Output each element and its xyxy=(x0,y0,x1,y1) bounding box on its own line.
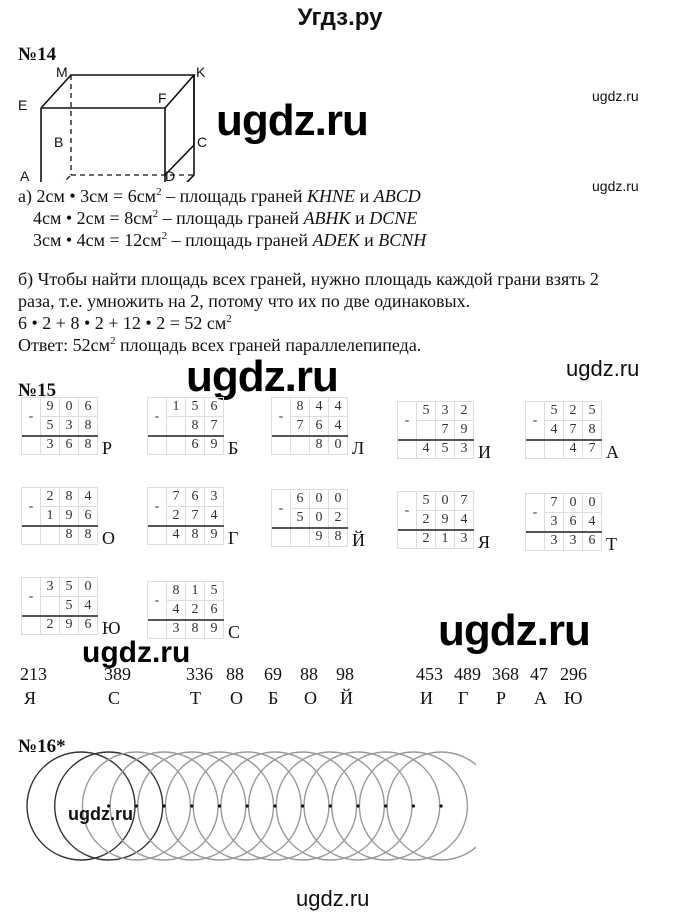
answer-letter: Р xyxy=(102,438,113,458)
empty-cell xyxy=(21,435,41,455)
minuend-digit: 5 xyxy=(416,401,436,421)
minuend-digit: 5 xyxy=(59,577,79,597)
answer-letter: Г xyxy=(458,688,469,708)
difference-digit: 3 xyxy=(563,531,583,551)
difference-digit: 9 xyxy=(59,615,79,635)
difference-digit: 9 xyxy=(204,435,224,455)
subtrahend-digit: 3 xyxy=(59,416,79,436)
underline xyxy=(22,615,98,617)
subtrahend-digit: 6 xyxy=(204,600,224,620)
subtraction-problem xyxy=(272,490,365,550)
answer-letter: Й xyxy=(352,530,365,550)
answer-letter: С xyxy=(108,688,121,708)
subtrahend-digit: 0 xyxy=(309,508,329,528)
task14-title: №14 xyxy=(18,44,57,65)
underline xyxy=(148,435,224,437)
answer-letter: О xyxy=(102,528,115,548)
difference-digit: 8 xyxy=(78,435,98,455)
minuend-digit: 0 xyxy=(582,493,602,513)
answer-letter: Л xyxy=(352,438,365,458)
answer-letter: Ю xyxy=(102,618,121,638)
subtraction-problem xyxy=(526,402,619,462)
answer-letter: И xyxy=(478,442,491,462)
answer-letter: Б xyxy=(228,438,239,458)
subtraction-problem xyxy=(526,494,617,554)
underline xyxy=(526,439,602,441)
subtrahend-digit xyxy=(416,420,436,440)
difference-digit: 6 xyxy=(185,435,205,455)
empty-cell xyxy=(21,615,41,635)
center-point xyxy=(301,804,304,807)
answer-letter: Ю xyxy=(564,688,583,708)
empty-cell xyxy=(525,439,545,459)
minuend-digit: 3 xyxy=(40,577,60,597)
minuend-digit: 2 xyxy=(40,487,60,507)
watermark: ugdz.ru xyxy=(296,886,370,911)
minuend-digit: 7 xyxy=(544,493,564,513)
underline xyxy=(148,525,224,527)
minus-sign: - xyxy=(147,581,167,620)
subtrahend-digit: 5 xyxy=(40,416,60,436)
subtrahend-digit: 4 xyxy=(204,506,224,526)
difference-digit: 6 xyxy=(582,531,602,551)
answer-number: 88 xyxy=(300,664,318,684)
minuend-digit: 2 xyxy=(454,401,474,421)
answer-letter: С xyxy=(228,622,241,642)
answer-letter: Й xyxy=(340,688,353,708)
difference-digit: 6 xyxy=(59,435,79,455)
difference-digit: 1 xyxy=(435,529,455,549)
difference-digit xyxy=(166,435,186,455)
minuend-digit: 0 xyxy=(309,489,329,509)
subtrahend-digit: 2 xyxy=(166,506,186,526)
subtrahend-digit: 8 xyxy=(185,416,205,436)
minuend-digit: 0 xyxy=(563,493,583,513)
center-point xyxy=(246,804,249,807)
minuend-digit: 2 xyxy=(563,401,583,421)
watermark: ugdz.ru xyxy=(186,352,338,401)
minuend-digit: 5 xyxy=(204,581,224,601)
difference-digit: 2 xyxy=(40,615,60,635)
subtrahend-digit: 4 xyxy=(544,420,564,440)
answer-letter: Г xyxy=(228,528,239,548)
difference-digit: 3 xyxy=(544,531,564,551)
answer-number: 368 xyxy=(492,664,519,684)
center-point xyxy=(384,804,387,807)
difference-digit: 7 xyxy=(582,439,602,459)
subtrahend-digit: 4 xyxy=(166,600,186,620)
minus-sign: - xyxy=(21,487,41,526)
minuend-digit: 9 xyxy=(40,397,60,417)
center-point xyxy=(218,804,221,807)
difference-digit: 9 xyxy=(204,619,224,639)
difference-digit: 3 xyxy=(454,529,474,549)
answer-number: 296 xyxy=(560,664,587,684)
empty-cell xyxy=(147,435,167,455)
minuend-digit: 0 xyxy=(435,491,455,511)
minuend-digit: 1 xyxy=(185,581,205,601)
subtrahend-digit: 9 xyxy=(454,420,474,440)
difference-digit: 9 xyxy=(309,527,329,547)
answer-line-a1: а) 2см • $3см = 6см^2$ – площадь граней KHNE и ABCD xyxy=(18,186,421,206)
subtrahend-digit: 4 xyxy=(78,596,98,616)
minuend-digit: 1 xyxy=(166,397,186,417)
minuend-digit: 5 xyxy=(416,491,436,511)
task15-title: №15 xyxy=(18,380,57,401)
minus-sign: - xyxy=(271,489,291,528)
watermark: ugdz.ru xyxy=(592,88,639,104)
underline xyxy=(272,527,348,529)
underline xyxy=(22,435,98,437)
minuend-digit: 5 xyxy=(582,401,602,421)
difference-digit: 8 xyxy=(309,435,329,455)
center-point xyxy=(356,804,359,807)
subtraction-problem xyxy=(398,492,491,552)
subtrahend-digit: 7 xyxy=(204,416,224,436)
empty-cell xyxy=(21,525,41,545)
minus-sign: - xyxy=(21,577,41,616)
subtrahend-digit: 6 xyxy=(563,512,583,532)
answer-line-a3: 3см • $4см = 12см^2$ – площадь граней ADEK и BCNH xyxy=(33,230,427,250)
minus-sign: - xyxy=(397,491,417,530)
underline xyxy=(22,525,98,527)
answer-letter: Я xyxy=(478,532,491,552)
difference-digit xyxy=(40,525,60,545)
subtrahend-digit: 5 xyxy=(290,508,310,528)
answer-number: 213 xyxy=(20,664,47,684)
answer-number: 69 xyxy=(264,664,282,684)
empty-cell xyxy=(271,527,291,547)
difference-digit: 2 xyxy=(416,529,436,549)
subtrahend-digit: 2 xyxy=(416,510,436,530)
answer-letter: Р xyxy=(496,688,507,708)
vertex-label-e: E xyxy=(18,97,28,113)
minus-sign: - xyxy=(397,401,417,440)
watermark: ugdz.ru xyxy=(82,636,191,669)
subtrahend-digit: 8 xyxy=(582,420,602,440)
subtrahend-digit: 7 xyxy=(563,420,583,440)
underline xyxy=(526,531,602,533)
answer-number: 453 xyxy=(416,664,443,684)
watermark: ugdz.ru xyxy=(566,356,640,381)
minus-sign: - xyxy=(525,401,545,440)
underline xyxy=(272,435,348,437)
minuend-digit: 8 xyxy=(166,581,186,601)
answer-letter: О xyxy=(304,688,317,708)
watermark: ugdz.ru xyxy=(592,178,639,194)
minuend-digit: 8 xyxy=(290,397,310,417)
difference-digit: 6 xyxy=(78,615,98,635)
answer-number: 389 xyxy=(104,664,131,684)
difference-digit: 4 xyxy=(563,439,583,459)
vertex-label-a: A xyxy=(20,168,30,184)
subtraction-problem xyxy=(22,398,113,458)
difference-digit: 8 xyxy=(78,525,98,545)
answer-b-line3: 6 • 2 + 8 • 2 + 12 • 2 = 52 $см^2$ xyxy=(18,313,232,333)
answer-b-line1: б) Чтобы найти площадь всех граней, нужно площадь каждой грани взять 2 xyxy=(18,269,599,289)
subtrahend-digit: 7 xyxy=(290,416,310,436)
minus-sign: - xyxy=(147,487,167,526)
circle xyxy=(387,752,476,860)
subtrahend-digit: 3 xyxy=(544,512,564,532)
watermark: ugdz.ru xyxy=(68,804,133,824)
answer-letter: А xyxy=(606,442,619,462)
minuend-digit: 8 xyxy=(59,487,79,507)
difference-digit xyxy=(290,435,310,455)
difference-digit: 3 xyxy=(40,435,60,455)
subtrahend-digit xyxy=(166,416,186,436)
subtraction-problem xyxy=(22,578,121,638)
subtrahend-digit: 1 xyxy=(40,506,60,526)
vertex-label-f: F xyxy=(158,90,167,106)
minuend-digit: 7 xyxy=(166,487,186,507)
answer-number: 88 xyxy=(226,664,244,684)
vertex-label-c: C xyxy=(197,134,208,150)
empty-cell xyxy=(271,435,291,455)
difference-digit: 3 xyxy=(454,439,474,459)
answer-number: 489 xyxy=(454,664,481,684)
difference-digit: 5 xyxy=(435,439,455,459)
difference-digit: 8 xyxy=(328,527,348,547)
underline xyxy=(398,439,474,441)
subtrahend-digit: 8 xyxy=(78,416,98,436)
center-point xyxy=(273,804,276,807)
center-point xyxy=(163,804,166,807)
underline xyxy=(398,529,474,531)
subtrahend-digit: 9 xyxy=(435,510,455,530)
difference-digit: 4 xyxy=(416,439,436,459)
subtrahend-digit: 7 xyxy=(185,506,205,526)
watermark: ugdz.ru xyxy=(438,606,590,655)
answer-number: 336 xyxy=(186,664,213,684)
subtrahend-digit: 9 xyxy=(59,506,79,526)
answer-letter: О xyxy=(230,688,243,708)
minuend-digit: 6 xyxy=(290,489,310,509)
answer-number: 98 xyxy=(336,664,354,684)
minuend-digit: 6 xyxy=(204,397,224,417)
minuend-digit: 0 xyxy=(59,397,79,417)
subtrahend-digit xyxy=(40,596,60,616)
subtrahend-digit: 5 xyxy=(59,596,79,616)
vertex-label-m: M xyxy=(56,64,68,80)
difference-digit: 3 xyxy=(166,619,186,639)
minuend-digit: 0 xyxy=(328,489,348,509)
answer-letter: А xyxy=(534,688,547,708)
minuend-digit: 4 xyxy=(328,397,348,417)
answer-letter: Я xyxy=(24,688,37,708)
minuend-digit: 3 xyxy=(435,401,455,421)
vertex-label-b: B xyxy=(54,134,64,150)
empty-cell xyxy=(525,531,545,551)
answer-letter: Б xyxy=(268,688,279,708)
subtraction-problem xyxy=(148,582,241,642)
answer-letter: Т xyxy=(190,688,201,708)
answer-letter: И xyxy=(420,688,433,708)
subtrahend-digit: 6 xyxy=(309,416,329,436)
subtrahend-digit: 4 xyxy=(454,510,474,530)
subtraction-problem xyxy=(22,488,115,548)
minuend-digit: 4 xyxy=(78,487,98,507)
answer-number: 47 xyxy=(530,664,548,684)
center-point xyxy=(190,804,193,807)
difference-digit xyxy=(290,527,310,547)
empty-cell xyxy=(147,525,167,545)
difference-digit: 9 xyxy=(204,525,224,545)
center-point xyxy=(412,804,415,807)
answer-b-line2: раза, т.е. умножить на 2, потому что их по две одинаковых. xyxy=(18,291,471,311)
site-title: Угдз.ру xyxy=(297,4,383,31)
difference-digit xyxy=(544,439,564,459)
minus-sign: - xyxy=(525,493,545,532)
task16-title: №16* xyxy=(18,736,66,757)
subtrahend-digit: 2 xyxy=(328,508,348,528)
difference-digit: 8 xyxy=(185,525,205,545)
watermark: ugdz.ru xyxy=(216,96,368,145)
minuend-digit: 7 xyxy=(454,491,474,511)
answer-line-a2: 4см • $2см = 8см^2$ – площадь граней ABHK и DCNE xyxy=(33,208,418,228)
minus-sign: - xyxy=(271,397,291,436)
subtraction-problem xyxy=(398,402,491,462)
subtraction-problem xyxy=(148,488,239,548)
difference-digit: 8 xyxy=(185,619,205,639)
subtraction-problem xyxy=(272,398,365,458)
underline xyxy=(148,619,224,621)
minuend-digit: 5 xyxy=(544,401,564,421)
empty-cell xyxy=(397,439,417,459)
center-point xyxy=(329,804,332,807)
subtrahend-digit: 4 xyxy=(582,512,602,532)
minuend-digit: 4 xyxy=(309,397,329,417)
parallelepiped-figure xyxy=(14,62,214,182)
vertex-label-d: D xyxy=(165,168,176,184)
subtraction-problem xyxy=(148,398,239,458)
subtrahend-digit: 4 xyxy=(328,416,348,436)
minuend-digit: 3 xyxy=(204,487,224,507)
difference-digit: 0 xyxy=(328,435,348,455)
minuend-digit: 0 xyxy=(78,577,98,597)
minuend-digit: 6 xyxy=(185,487,205,507)
difference-digit: 4 xyxy=(166,525,186,545)
minuend-digit: 6 xyxy=(78,397,98,417)
minuend-digit: 5 xyxy=(185,397,205,417)
answer-b-line4: Ответ: $52см^2$ площадь всех граней параллелепипеда. xyxy=(18,335,422,355)
center-point xyxy=(440,804,443,807)
vertex-label-k: K xyxy=(196,64,206,80)
subtrahend-digit: 7 xyxy=(435,420,455,440)
minus-sign: - xyxy=(21,397,41,436)
empty-cell xyxy=(397,529,417,549)
subtrahend-digit: 6 xyxy=(78,506,98,526)
subtrahend-digit: 2 xyxy=(185,600,205,620)
center-point xyxy=(135,804,138,807)
answer-letter: Т xyxy=(606,534,617,554)
minus-sign: - xyxy=(147,397,167,436)
difference-digit: 8 xyxy=(59,525,79,545)
